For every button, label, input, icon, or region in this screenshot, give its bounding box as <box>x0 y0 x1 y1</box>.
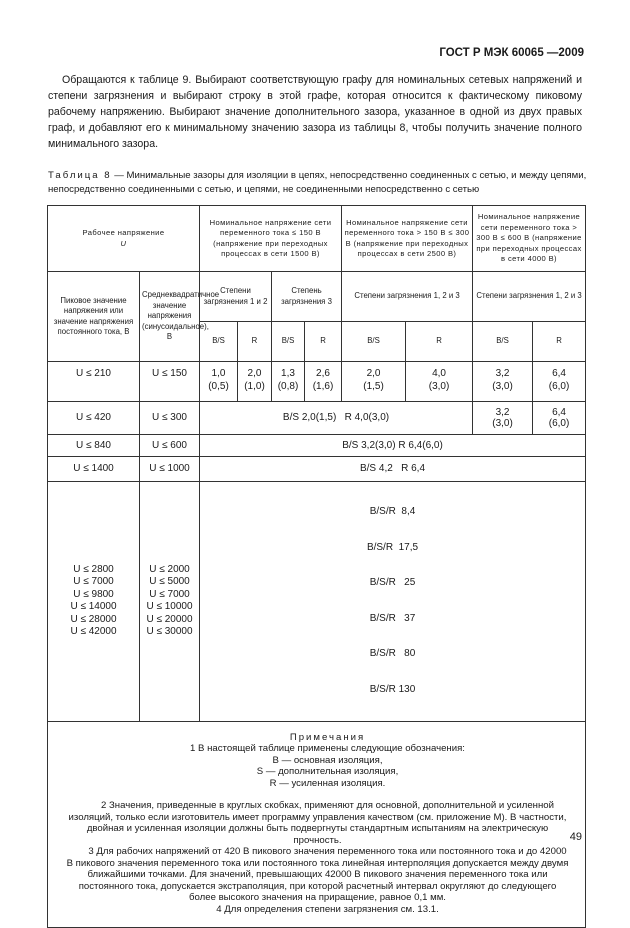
peak-value: U ≤ 42000 <box>70 626 117 638</box>
col-c-header: Номинальное напряжение сети переменного тока > 300 В ≤ 600 В (напряжение при переходных процессах в сети 4000 В) <box>473 206 586 272</box>
note-1-r: R — усиленная изоляция. <box>269 777 386 789</box>
rms-voltage-cell <box>140 482 200 722</box>
peak-value: U ≤ 14000 <box>70 601 117 613</box>
value-cell <box>342 362 406 402</box>
rms-value: U ≤ 2000 <box>149 563 190 575</box>
note-1-s: S — дополнительная изоляция, <box>256 766 399 778</box>
value-cell <box>406 362 473 402</box>
value-cell <box>473 402 533 435</box>
value-reduced: (3,0) <box>492 418 513 429</box>
merged-value-cell: B/S 3,2(3,0) R 6,4(6,0) <box>200 435 586 457</box>
table-row <box>48 482 586 722</box>
rms-voltage-cell: U ≤ 300 <box>140 402 200 435</box>
value-cell <box>533 402 586 435</box>
note-1-b: B — основная изоляция, <box>272 754 383 766</box>
value-cell <box>272 362 305 402</box>
notes-cell <box>48 721 586 928</box>
value-reduced: (3,0) <box>492 381 513 392</box>
rms-value: U ≤ 30000 <box>146 626 193 638</box>
value: 2,0 <box>366 368 381 379</box>
notes-title: Примечания <box>289 731 366 743</box>
notes-row <box>48 721 586 928</box>
value: 1,0 <box>211 368 226 379</box>
note-1: 1 В настоящей таблице применены следующие обозначения: <box>190 743 465 755</box>
value-cell <box>200 362 238 402</box>
value: 4,0 <box>432 368 446 379</box>
working-voltage-header <box>48 206 200 272</box>
value-reduced: (6,0) <box>548 381 570 392</box>
rms-value: U ≤ 7000 <box>149 588 190 600</box>
rms-voltage-header: Среднеквадратичное значение напряжения (синусоидальное), В <box>140 272 200 362</box>
rms-value: U ≤ 10000 <box>146 601 193 613</box>
value-reduced: (0,5) <box>208 381 229 392</box>
bsr-value: B/S/R 8,4 <box>369 506 416 517</box>
bs-header: B/S <box>342 322 406 362</box>
rms-voltage-cell: U ≤ 600 <box>140 435 200 457</box>
table-row <box>48 435 586 457</box>
value-reduced: (3,0) <box>428 381 450 392</box>
table-row <box>48 402 586 435</box>
rms-voltage-cell: U ≤ 1000 <box>140 457 200 482</box>
peak-voltage-cell: U ≤ 210 <box>48 362 140 402</box>
merged-value-cell: B/S 2,0(1,5) R 4,0(3,0) <box>200 402 473 435</box>
note-3: 3 Для рабочих напряжений от 420 В пикового значения переменного тока или постоянного тока и до 42000 В пикового значения переменного тока или постоянного тока линейная интерполяция допускается между двумя ближайшими точками. Для значений, превышающих 42000 В пикового значения переменного тока или постоянного тока, допускается экстраполяция, при которой расчетный интервал округляют до следующего более высокого значения на приращение, равное 0,1 мм. <box>66 846 569 904</box>
value: 2,0 <box>247 368 262 379</box>
table-caption-label: Таблица 8 <box>48 170 112 181</box>
rms-value: U ≤ 20000 <box>146 613 193 625</box>
r-header: R <box>533 322 586 362</box>
value: 3,2 <box>495 368 510 379</box>
col-b-header: Номинальное напряжение сети переменного тока > 150 В ≤ 300 В (напряжение при переходных процессах в сети 2500 В) <box>342 206 473 272</box>
note-2: 2 Значения, приведенные в круглых скобках, применяют для основной, дополнительной и усиленной изоляций, только если изготовитель имеет программу управления качеством (см. приложение М). В частности, двойная и усиленная изоляции должны быть подвергнуты стандартным испытаниям на электрическую прочность. <box>68 800 567 846</box>
working-voltage-symbol: U <box>120 238 127 248</box>
peak-voltage-cell: U ≤ 840 <box>48 435 140 457</box>
table-row <box>48 362 586 402</box>
value: 6,4 <box>552 368 566 379</box>
col-a-header: Номинальное напряжение сети переменного тока ≤ 150 В (напряжение при переходных процессах в сети 1500 В) <box>200 206 342 272</box>
value-reduced: (1,5) <box>363 381 384 392</box>
merged-value-cell <box>200 482 586 722</box>
r-header: R <box>406 322 473 362</box>
table-caption <box>48 169 588 197</box>
table-caption-text: — Минимальные зазоры для изоляции в цепях, непосредственно соединенных с сетью, и между цепями, непосредственно соединенными с сетью, и цепями, не соединенными непосредственно с сетью <box>48 170 587 195</box>
value-reduced: (0,8) <box>277 381 299 392</box>
value-cell <box>305 362 342 402</box>
pd-b-header: Степени загрязнения 1, 2 и 3 <box>342 272 473 322</box>
peak-value: U ≤ 9800 <box>73 588 114 600</box>
value-cell <box>473 362 533 402</box>
bsr-value: B/S/R 17,5 <box>366 541 419 553</box>
peak-value: U ≤ 28000 <box>70 613 117 625</box>
working-voltage-label: Рабочее напряжение <box>82 228 165 237</box>
page-number: 49 <box>569 831 582 843</box>
pd-a2-header: Степень загрязнения 3 <box>272 272 342 322</box>
pd-a1-header: Степени загрязнения 1 и 2 <box>200 272 272 322</box>
clearance-table <box>47 205 586 928</box>
rms-voltage-cell: U ≤ 150 <box>140 362 200 402</box>
value-reduced: (1,0) <box>244 381 265 392</box>
value-cell <box>238 362 272 402</box>
bsr-value: B/S/R 130 <box>369 683 416 695</box>
merged-value-cell: B/S 4,2 R 6,4 <box>200 457 586 482</box>
intro-paragraph: Обращаются к таблице 9. Выбирают соответствующую графу для номинальных сетевых напряжений и степени загрязнения и выбирают строку в этой графе, которая относится к фактическому пиковому рабочему напряжению. Выбирают значение дополнительного зазора, указанное в одной из двух правых граф, и добавляют его к минимальному значению зазора из таблицы 8, чтобы получить значение полного минимального зазора. <box>48 74 582 150</box>
r-header: R <box>305 322 342 362</box>
bsr-value: B/S/R 80 <box>369 648 416 660</box>
peak-value: U ≤ 7000 <box>73 576 114 588</box>
peak-voltage-cell: U ≤ 420 <box>48 402 140 435</box>
peak-voltage-header: Пиковое значение напряжения или значение напряжения постоянного тока, В <box>48 272 140 362</box>
table-row <box>48 457 586 482</box>
peak-value: U ≤ 2800 <box>73 563 114 575</box>
value: 3,2 <box>495 406 510 418</box>
value: 6,4 <box>552 406 566 418</box>
bsr-value: B/S/R 25 <box>369 577 416 589</box>
peak-voltage-cell: U ≤ 1400 <box>48 457 140 482</box>
bs-header: B/S <box>200 322 238 362</box>
rms-value: U ≤ 5000 <box>149 576 190 588</box>
r-header: R <box>238 322 272 362</box>
bs-header: B/S <box>473 322 533 362</box>
note-4: 4 Для определения степени загрязнения см. 13.1. <box>216 903 439 915</box>
pd-c-header: Степени загрязнения 1, 2 и 3 <box>473 272 586 322</box>
peak-voltage-cell <box>48 482 140 722</box>
value-reduced: (6,0) <box>548 418 570 429</box>
value-reduced: (1,6) <box>312 381 334 392</box>
bsr-value: B/S/R 37 <box>369 612 416 624</box>
standard-designation: ГОСТ Р МЭК 60065 —2009 <box>439 47 584 59</box>
value: 2,6 <box>316 368 330 379</box>
value-cell <box>533 362 586 402</box>
value: 1,3 <box>281 368 295 379</box>
bs-header: B/S <box>272 322 305 362</box>
